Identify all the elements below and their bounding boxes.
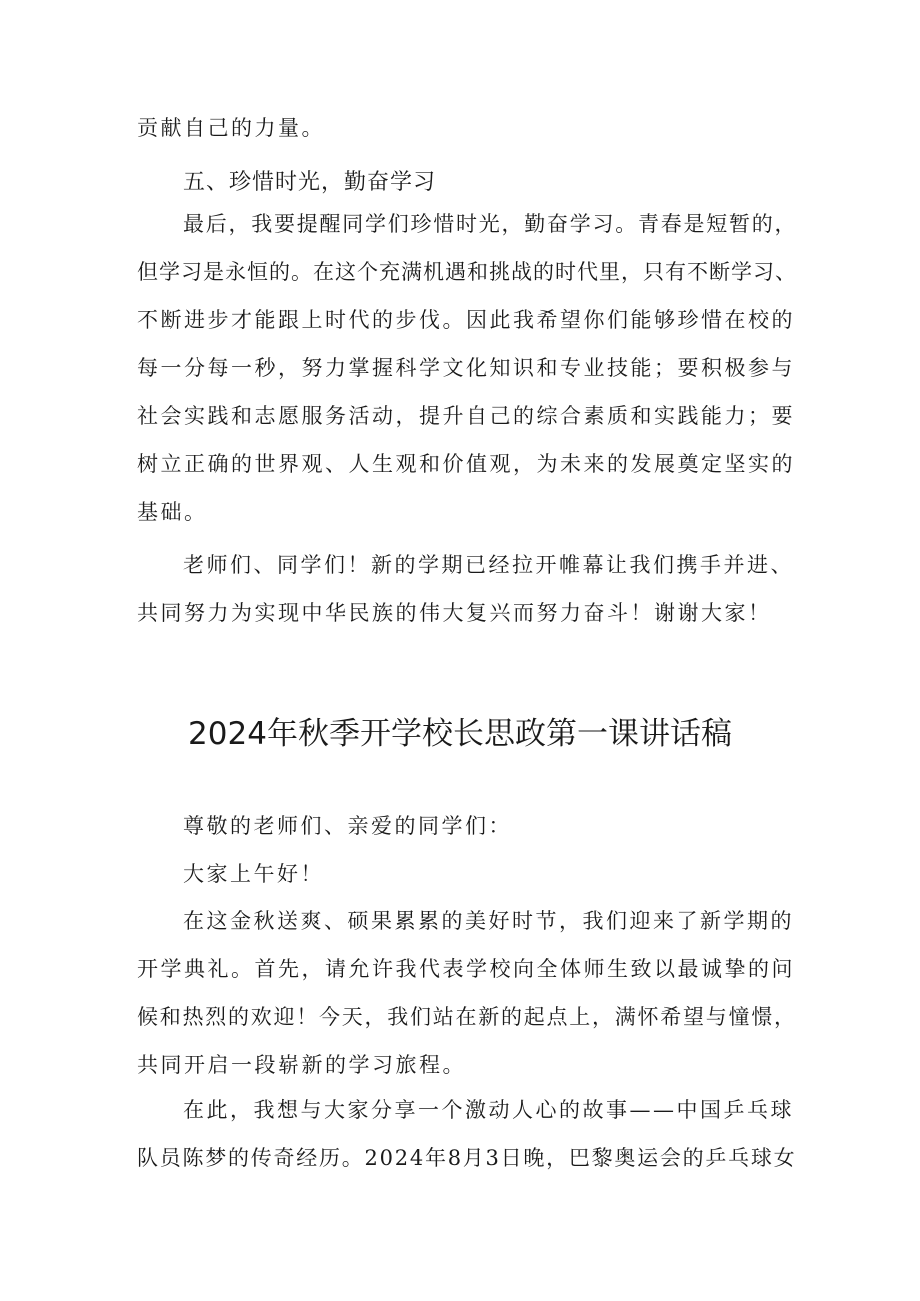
text-line: 候和热烈的欢迎！今天，我们站在新的起点上，满怀希望与憧憬， [137,1005,797,1029]
text-line: 基础。 [137,500,208,524]
text-line: 贡献自己的力量。 [137,116,325,140]
paragraph-opening [137,897,797,1089]
text-line: 尊敬的老师们、亲爱的同学们： [183,814,512,838]
text-line: 队员陈梦的传奇经历。2024年8月3日晚，巴黎奥运会的乒乓球女 [137,1146,797,1170]
section-heading: 五、珍惜时光，勤奋学习 [183,170,437,195]
text-line: 大家上午好！ [183,862,324,886]
text-line: 在此，我想与大家分享一个激动人心的故事——中国乒乓球 [183,1098,794,1122]
text-line: 在这金秋送爽、硕果累累的美好时节，我们迎来了新学期的 [183,909,794,933]
text-line: 老师们、同学们！新的学期已经拉开帷幕让我们携手并进、 [183,553,794,577]
text-line: 最后，我要提醒同学们珍惜时光，勤奋学习。青春是短暂的， [183,212,798,236]
greeting-line [137,802,797,850]
text-line: 社会实践和志愿服务活动，提升自己的综合素质和实践能力；要 [137,404,795,428]
paragraph-story [137,1086,797,1182]
text-line: 每一分每一秒，努力掌握科学文化知识和专业技能；要积极参与 [137,356,795,380]
text-line: 树立正确的世界观、人生观和价值观，为未来的发展奠定坚实的 [137,452,795,476]
paragraph-cherish-time [137,200,797,536]
text-line: 开学典礼。首先，请允许我代表学校向全体师生致以最诚挚的问 [137,957,795,981]
text-line: 共同开启一段崭新的学习旅程。 [137,1053,466,1077]
paragraph-tail [137,104,797,152]
text-line: 不断进步才能跟上时代的步伐。因此我希望你们能够珍惜在校的 [137,308,795,332]
hello-line [137,850,797,898]
text-line: 共同努力为实现中华民族的伟大复兴而努力奋斗！谢谢大家！ [137,601,772,625]
text-line: 但学习是永恒的。在这个充满机遇和挑战的时代里，只有不断学习、 [137,260,797,284]
paragraph-closing [137,541,797,637]
document-title: 2024年秋季开学校长思政第一课讲话稿 [188,716,732,752]
